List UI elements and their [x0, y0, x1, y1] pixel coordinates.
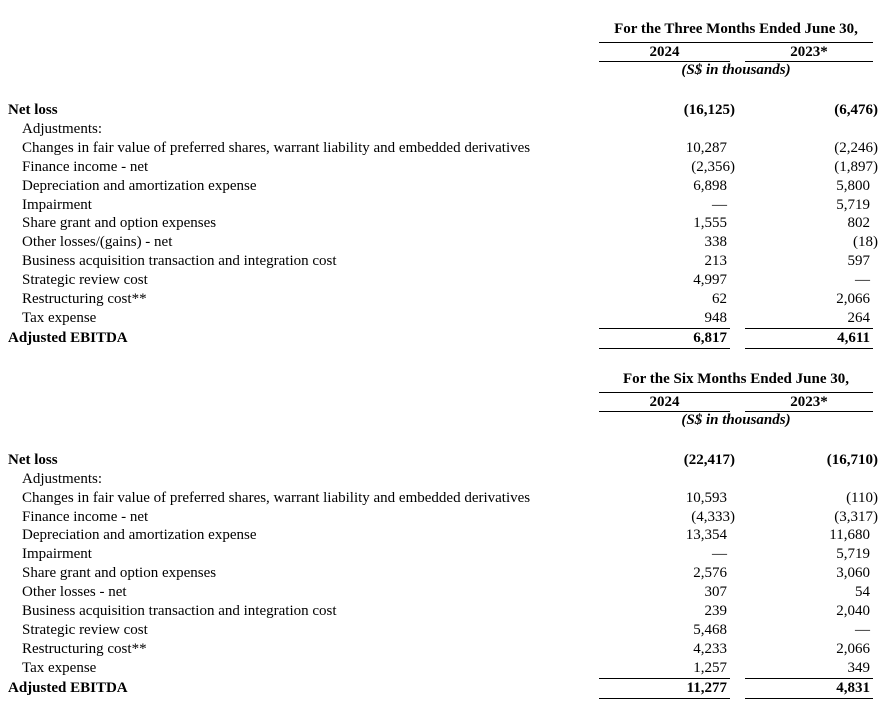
- value-cell: 2,066: [836, 640, 870, 657]
- row-label: Share grant and option expenses: [22, 565, 217, 582]
- value-cell: 6,817: [599, 329, 730, 349]
- value-cell: 1,257: [599, 659, 730, 679]
- value-cell: (6,476): [834, 102, 878, 118]
- table-rows: [8, 451, 878, 699]
- value-cell: 11,277: [599, 679, 730, 699]
- table-row: [8, 271, 873, 290]
- row-label: Adjusted EBITDA: [8, 679, 128, 696]
- column-header-2024: 2024: [599, 393, 730, 412]
- period-title-text: For the Six Months Ended June 30,: [622, 370, 849, 387]
- value-cell: 338: [704, 234, 727, 251]
- table-row: [8, 470, 873, 489]
- value-cell: (2,356): [691, 158, 735, 175]
- value-cell: (22,417): [683, 451, 735, 468]
- value-cell: 54: [855, 584, 870, 601]
- value-cell: (16,710): [826, 451, 878, 468]
- row-label: Adjusted EBITDA: [8, 329, 128, 346]
- table-row: [8, 640, 873, 659]
- value-cell: 349: [745, 659, 873, 679]
- table-row: [8, 290, 873, 309]
- row-label: Strategic review cost: [22, 621, 148, 638]
- row-label: Depreciation and amortization expense: [22, 177, 257, 194]
- value-cell: (4,333): [691, 508, 735, 525]
- row-label: Finance income - net: [22, 508, 149, 525]
- table-row: [8, 139, 878, 158]
- period-title: [599, 20, 873, 43]
- value-cell: 5,719: [836, 546, 870, 563]
- column-headers: [599, 393, 873, 412]
- table-row: [8, 602, 873, 621]
- table-row: [8, 508, 878, 527]
- column-header-2023: 2023*: [745, 393, 873, 412]
- value-cell: —: [855, 621, 870, 638]
- table-rows: [8, 101, 878, 349]
- row-label: Adjustments:: [22, 470, 103, 487]
- value-cell: 4,831: [745, 679, 873, 699]
- table-row: [8, 309, 873, 329]
- table-row: [8, 545, 873, 564]
- value-cell: 802: [847, 215, 870, 232]
- value-cell: 4,997: [693, 272, 727, 289]
- value-cell: —: [712, 196, 727, 213]
- table-row: [8, 120, 873, 139]
- row-label: Adjustments:: [22, 120, 103, 137]
- row-label: Impairment: [22, 546, 92, 563]
- table-row: [8, 214, 873, 233]
- value-cell: 4,233: [693, 640, 727, 657]
- table-header: [599, 20, 873, 79]
- table-row: [8, 564, 873, 583]
- value-cell: 13,354: [685, 527, 727, 544]
- value-cell: 2,040: [836, 603, 870, 620]
- value-cell: 2,066: [836, 291, 870, 308]
- value-cell: 2,576: [693, 565, 727, 582]
- value-cell: (3,317): [834, 508, 878, 525]
- six-months-ebitda-table: [8, 370, 878, 699]
- table-row: [8, 177, 873, 196]
- row-label: Net loss: [8, 451, 58, 468]
- row-label: Other losses - net: [22, 584, 127, 601]
- value-cell: (16,125): [683, 102, 735, 118]
- value-cell: —: [855, 272, 870, 289]
- table-row: [8, 679, 873, 699]
- row-label: Impairment: [22, 196, 92, 213]
- row-label: Tax expense: [22, 659, 97, 676]
- value-cell: (110): [846, 489, 878, 506]
- table-row: [8, 252, 873, 271]
- table-row: [8, 451, 878, 470]
- column-headers: [599, 43, 873, 62]
- value-cell: 264: [745, 309, 873, 329]
- row-label: Finance income - net: [22, 158, 149, 175]
- row-label: Net loss: [8, 102, 58, 118]
- units-label: (S$ in thousands): [681, 411, 791, 428]
- row-label: Depreciation and amortization expense: [22, 527, 257, 544]
- table-row: [8, 196, 873, 215]
- table-row: [8, 621, 873, 640]
- row-label: Changes in fair value of preferred shares, warrant liability and embedded derivatives: [22, 139, 531, 156]
- table-row: [8, 583, 873, 602]
- column-header-2024: 2024: [599, 43, 730, 62]
- value-cell: 1,555: [693, 215, 727, 232]
- row-label: Business acquisition transaction and integration cost: [22, 603, 337, 620]
- table-row: [8, 526, 873, 545]
- value-cell: (1,897): [834, 158, 878, 175]
- table-row: [8, 158, 878, 177]
- value-cell: 4,611: [745, 329, 873, 349]
- three-months-ebitda-table: [8, 20, 878, 349]
- table-row: [8, 101, 878, 120]
- value-cell: 597: [847, 253, 870, 270]
- period-title: [599, 370, 873, 393]
- row-label: Share grant and option expenses: [22, 215, 217, 232]
- value-cell: 11,680: [829, 527, 870, 544]
- value-cell: 213: [704, 253, 727, 270]
- period-title-text: For the Three Months Ended June 30,: [614, 21, 858, 37]
- row-label: Restructuring cost**: [22, 640, 147, 657]
- table-row: [8, 489, 878, 508]
- value-cell: —: [712, 546, 727, 563]
- table-row: [8, 233, 878, 252]
- value-cell: 3,060: [836, 565, 870, 582]
- value-cell: 10,287: [685, 139, 727, 156]
- value-cell: 5,468: [693, 621, 727, 638]
- value-cell: 62: [712, 291, 727, 308]
- row-label: Changes in fair value of preferred shares, warrant liability and embedded derivatives: [22, 489, 531, 506]
- column-header-2023: 2023*: [745, 43, 873, 62]
- value-cell: 10,593: [685, 489, 727, 506]
- units-label: (S$ in thousands): [681, 62, 791, 78]
- value-cell: 6,898: [693, 177, 727, 194]
- row-label: Other losses/(gains) - net: [22, 234, 173, 251]
- row-label: Business acquisition transaction and integration cost: [22, 253, 337, 270]
- value-cell: (2,246): [834, 139, 878, 156]
- value-cell: 5,800: [836, 177, 870, 194]
- value-cell: 5,719: [836, 196, 870, 213]
- table-row: [8, 659, 873, 679]
- row-label: Strategic review cost: [22, 272, 148, 289]
- value-cell: 239: [704, 603, 727, 620]
- row-label: Tax expense: [22, 309, 97, 326]
- value-cell: (18): [853, 234, 878, 251]
- table-header: [599, 370, 873, 429]
- table-row: [8, 329, 873, 349]
- value-cell: 948: [599, 309, 730, 329]
- value-cell: 307: [704, 584, 727, 601]
- row-label: Restructuring cost**: [22, 291, 147, 308]
